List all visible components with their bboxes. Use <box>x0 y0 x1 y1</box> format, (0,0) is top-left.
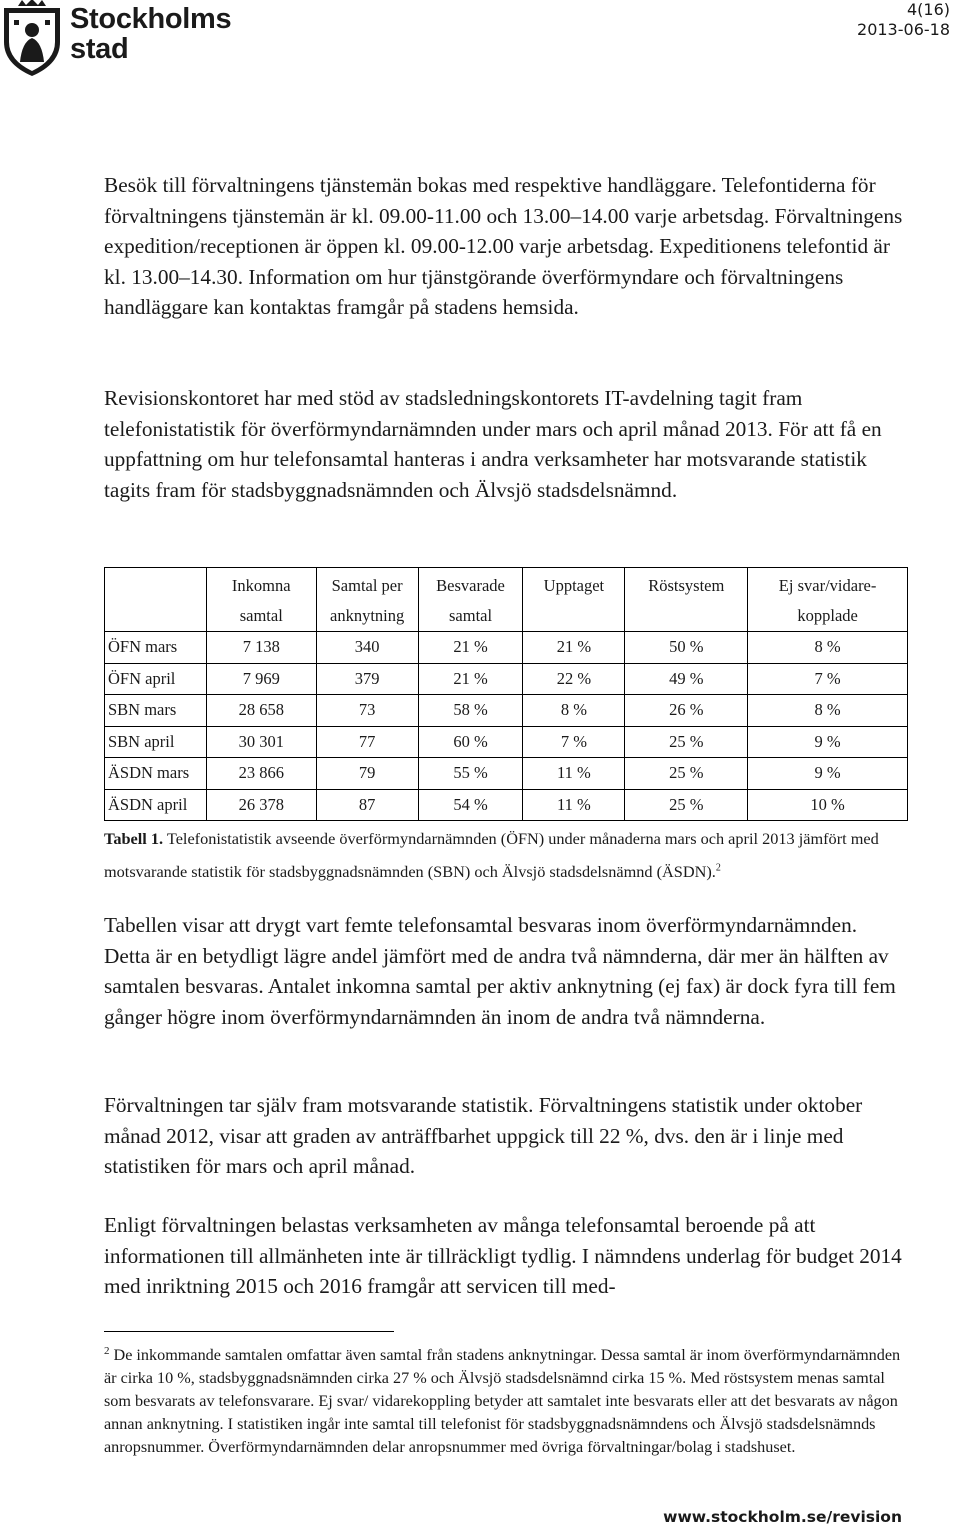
table-cell: 30 301 <box>206 726 316 758</box>
table-cell: 8 % <box>748 695 908 727</box>
table-cell: 340 <box>316 632 418 664</box>
paragraph-workload: Enligt förvaltningen belastas verksamheten av många telefonsamtal beroende på att informationen till allmänheten inte är tillräckligt tydlig. I nämndens underlag för budget 2014 med inriktning 2015 och 2016 framgår att servicen till med- <box>104 1213 902 1299</box>
table-cell: 26 378 <box>206 789 316 821</box>
table-cell: 11 % <box>523 789 625 821</box>
table-cell: 77 <box>316 726 418 758</box>
table-cell: 25 % <box>625 726 748 758</box>
footnote-2 <box>104 1344 904 1459</box>
table-cell: 28 658 <box>206 695 316 727</box>
header-cell <box>625 601 748 632</box>
header-cell: samtal <box>206 601 316 632</box>
table-cell: 7 138 <box>206 632 316 664</box>
table-cell: 8 % <box>523 695 625 727</box>
table-cell: 87 <box>316 789 418 821</box>
document-date: 2013-06-18 <box>857 20 950 39</box>
footnote-text: De inkommande samtalen omfattar även samtal från stadens anknytningar. Dessa samtal är inom överförmyndarnämnden är cirka 10 %, stadsbyggnadsnämnden cirka 27 % och Älvsjö stadsdelsnämnd cirka 15 %. Med röstsystem menas samtal som besvarats av telefonsvarare. Ej svar/ vidarekoppling betyder att samtalet inte besvarats eller att det besvarats av någon annan anknytning. I statistiken ingår inte samtal till telefonist för stadsbyggnadsnämndens och Älvsjö stadsdelsnämnds anropsnummer. Överförmyndarnämnden delar anropsnummer med övriga förvaltningar/bolag i stadshuset. <box>104 1346 901 1457</box>
table-caption <box>104 822 924 888</box>
header-cell <box>105 568 207 602</box>
table-cell: 23 866 <box>206 758 316 790</box>
table-cell: 22 % <box>523 663 625 695</box>
table-cell: 8 % <box>748 632 908 664</box>
table-cell: 7 % <box>523 726 625 758</box>
header-cell: Röstsystem <box>625 568 748 602</box>
table-cell: 21 % <box>523 632 625 664</box>
row-label: ÖFN april <box>105 663 207 695</box>
table-cell: 79 <box>316 758 418 790</box>
table-cell: 9 % <box>748 758 908 790</box>
paragraph-table-analysis: Tabellen visar att drygt vart femte telefonsamtal besvaras inom överförmyndarnämnden. Detta är en betydligt lägre andel jämfört med de andra två nämnderna, där mer än hälften av samtalen besvaras. Antalet inkomna samtal per aktiv anknytning (ej fax) är dock fyra till fem gånger högre inom överförmyndarnämnden än inom de andra två nämnderna. <box>104 913 896 1029</box>
table-cell: 379 <box>316 663 418 695</box>
table-cell: 25 % <box>625 789 748 821</box>
table-cell: 21 % <box>418 663 523 695</box>
header-cell: Besvarade <box>418 568 523 602</box>
header-cell: Upptaget <box>523 568 625 602</box>
table-cell: 11 % <box>523 758 625 790</box>
shield-crest-icon <box>0 0 64 78</box>
table-cell: 25 % <box>625 758 748 790</box>
table-cell: 54 % <box>418 789 523 821</box>
header-cell: Ej svar/vidare- <box>748 568 908 602</box>
row-label: ÄSDN mars <box>105 758 207 790</box>
table-row <box>105 663 908 695</box>
stockholms-stad-logo <box>0 0 240 80</box>
header-cell: samtal <box>418 601 523 632</box>
table-row <box>105 726 908 758</box>
row-label: SBN mars <box>105 695 207 727</box>
logo-line-1: Stockholms <box>70 3 232 35</box>
paragraph-statistics-intro: Revisionskontoret har med stöd av stadsledningskontorets IT-avdelning tagit fram telefonistatistik för överförmyndarnämnden under mars och april månad 2013. För att få en uppfattning om hur telefonsamtal hanteras i andra verksamheter har motsvarande statistik tagits fram för stadsbyggnadsnämnden och Älvsjö stadsdelsnämnd. <box>104 386 882 502</box>
table-cell: 58 % <box>418 695 523 727</box>
header-cell: anknytning <box>316 601 418 632</box>
footnote-number: 2 <box>104 1344 110 1357</box>
header-cell <box>105 601 207 632</box>
footnote-divider <box>104 1331 394 1332</box>
footer-website-url: www.stockholm.se/revision <box>663 1508 902 1526</box>
row-label: ÄSDN april <box>105 789 207 821</box>
telephone-statistics-table <box>104 567 908 821</box>
table-cell: 7 969 <box>206 663 316 695</box>
table-cell: 49 % <box>625 663 748 695</box>
table-cell: 55 % <box>418 758 523 790</box>
table-header-row-2 <box>105 601 908 632</box>
table-cell: 10 % <box>748 789 908 821</box>
header-cell: Samtal per <box>316 568 418 602</box>
table-row <box>105 758 908 790</box>
table-header-row <box>105 568 908 602</box>
paragraph-own-statistics: Förvaltningen tar själv fram motsvarande statistik. Förvaltningens statistik under oktober månad 2012, visar att graden av anträffbarhet uppgick till 22 %, dvs. den är i linje med statistiken för mars och april månad. <box>104 1093 863 1179</box>
header-cell: kopplade <box>748 601 908 632</box>
paragraph-contact-info: Besök till förvaltningens tjänstemän bokas med respektive handläggare. Telefontiderna för förvaltningens tjänstemän är kl. 09.00-11.00 och 13.00–14.00 varje arbetsdag. Förvaltningens expedition/receptionen är öppen kl. 09.00-12.00 varje arbetsdag. Expeditionens telefontid är kl. 13.00–14.30. Information om hur tjänstgörande överförmyndare och förvaltningens handläggare kan kontaktas framgår på stadens hemsida. <box>104 173 903 320</box>
caption-label: Tabell 1. <box>104 829 164 848</box>
table-row <box>105 789 908 821</box>
header-cell: Inkomna <box>206 568 316 602</box>
header-cell <box>523 601 625 632</box>
page-header-meta <box>857 0 950 40</box>
table-cell: 50 % <box>625 632 748 664</box>
logo-wordmark <box>70 4 231 64</box>
caption-text: Telefonistatistik avseende överförmyndarnämnden (ÖFN) under månaderna mars och april 2013 jämfört med motsvarande statistik för stadsbyggnadsnämnden (SBN) och Älvsjö stadsdelsnämnd (ÄSDN). <box>104 829 879 881</box>
page-number: 4(16) <box>906 0 950 19</box>
table-cell: 26 % <box>625 695 748 727</box>
row-label: SBN april <box>105 726 207 758</box>
table-cell: 60 % <box>418 726 523 758</box>
row-label: ÖFN mars <box>105 632 207 664</box>
logo-line-2: stad <box>70 33 129 65</box>
table-row <box>105 632 908 664</box>
table-cell: 9 % <box>748 726 908 758</box>
table-cell: 21 % <box>418 632 523 664</box>
table-row <box>105 695 908 727</box>
table-cell: 7 % <box>748 663 908 695</box>
footnote-reference: 2 <box>715 862 721 874</box>
table-cell: 73 <box>316 695 418 727</box>
